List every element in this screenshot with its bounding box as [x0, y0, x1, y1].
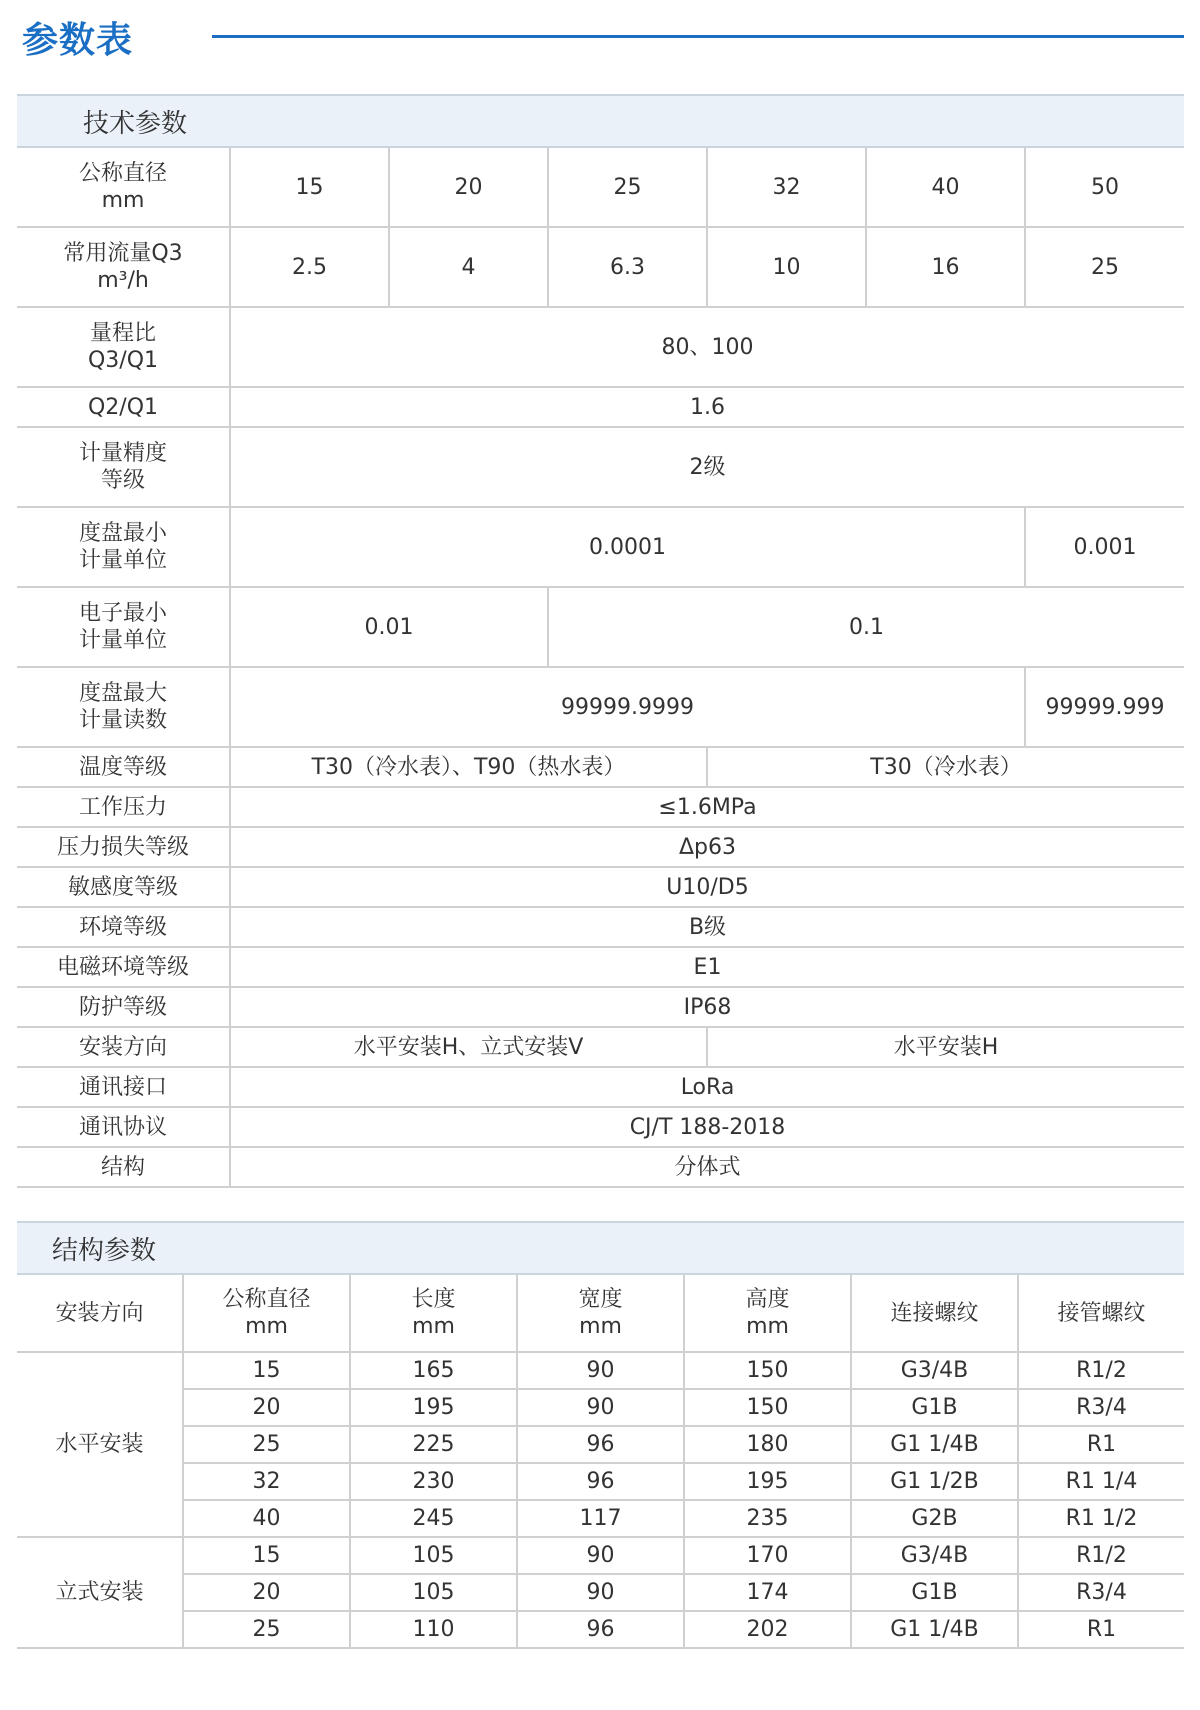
label-line: 计量单位: [78, 548, 167, 573]
row-label: [17, 507, 230, 587]
value-cell: 15: [230, 148, 389, 227]
label-line: 常用流量Q3: [63, 241, 183, 266]
value-cell: CJ/T 188-2018: [230, 1107, 1184, 1147]
row-emc: [17, 947, 1184, 987]
row-label: 环境等级: [17, 907, 230, 947]
value-cell: 0.001: [1025, 507, 1184, 587]
label-line: 度盘最大: [78, 681, 167, 706]
row-flow-q3: [17, 227, 1184, 307]
col-header-label: 安装方向: [55, 1300, 144, 1326]
table-row: [17, 1389, 1184, 1426]
table-cell: R3/4: [1018, 1389, 1184, 1426]
value-cell: Δp63: [230, 827, 1184, 867]
row-temperature-class: [17, 747, 1184, 787]
col-header-label: 宽度: [578, 1287, 623, 1312]
value-cell: 80、100: [230, 307, 1184, 387]
table-cell: 174: [684, 1574, 851, 1611]
col-header: [851, 1275, 1018, 1352]
value-cell: 水平安装H、立式安装V: [230, 1027, 707, 1067]
col-header-label: 长度: [411, 1287, 456, 1312]
value-cell: 1.6: [230, 387, 1184, 427]
row-label: 通讯协议: [17, 1107, 230, 1147]
col-header-label: 公称直径: [222, 1287, 311, 1312]
table-cell: 110: [350, 1611, 517, 1648]
row-label: 电磁环境等级: [17, 947, 230, 987]
col-header-unit: mm: [245, 1314, 288, 1339]
table-cell: 202: [684, 1611, 851, 1648]
label-line: 量程比: [89, 321, 156, 346]
table-cell: 32: [183, 1463, 350, 1500]
mounting-group-label: 水平安装: [17, 1352, 183, 1537]
row-label: Q2/Q1: [17, 387, 230, 427]
value-cell: IP68: [230, 987, 1184, 1027]
table-cell: 105: [350, 1537, 517, 1574]
row-interface: [17, 1067, 1184, 1107]
table-cell: R1 1/2: [1018, 1500, 1184, 1537]
value-cell: 4: [389, 227, 548, 307]
table-cell: 25: [183, 1426, 350, 1463]
table-cell: 96: [517, 1463, 684, 1500]
row-label: 通讯接口: [17, 1067, 230, 1107]
table-row: [17, 1426, 1184, 1463]
value-cell: U10/D5: [230, 867, 1184, 907]
label-line: 度盘最小: [78, 521, 167, 546]
table-cell: 105: [350, 1574, 517, 1611]
struct-header-row: [17, 1275, 1184, 1352]
table-cell: 225: [350, 1426, 517, 1463]
struct-table-body: [17, 1352, 1184, 1648]
value-cell: 16: [866, 227, 1025, 307]
value-cell: 40: [866, 148, 1025, 227]
table-cell: R3/4: [1018, 1574, 1184, 1611]
value-cell: 2级: [230, 427, 1184, 507]
table-cell: 15: [183, 1352, 350, 1389]
col-header: [17, 1275, 183, 1352]
row-sensitivity: [17, 867, 1184, 907]
table-cell: 90: [517, 1389, 684, 1426]
value-cell: 分体式: [230, 1147, 1184, 1187]
col-header-unit: mm: [412, 1314, 455, 1339]
col-header-label: 连接螺纹: [890, 1300, 979, 1326]
value-cell: 6.3: [548, 227, 707, 307]
col-header-unit: mm: [579, 1314, 622, 1339]
row-label: [17, 587, 230, 667]
table-cell: G1B: [851, 1389, 1018, 1426]
row-pressure-loss: [17, 827, 1184, 867]
table-cell: 165: [350, 1352, 517, 1389]
value-cell: 10: [707, 227, 866, 307]
label-line: 等级: [100, 468, 145, 493]
title-divider: [212, 35, 1184, 38]
col-header-unit: mm: [746, 1314, 789, 1339]
value-cell: 2.5: [230, 227, 389, 307]
tech-params-table: [17, 148, 1184, 1188]
row-label: [17, 227, 230, 307]
table-cell: 195: [684, 1463, 851, 1500]
value-cell: 0.1: [548, 587, 1184, 667]
row-environment: [17, 907, 1184, 947]
table-cell: R1: [1018, 1611, 1184, 1648]
row-protocol: [17, 1107, 1184, 1147]
table-cell: G3/4B: [851, 1352, 1018, 1389]
struct-params-heading: [17, 1221, 1184, 1275]
row-q2q1: [17, 387, 1184, 427]
value-cell: LoRa: [230, 1067, 1184, 1107]
label-unit: m³/h: [97, 268, 149, 293]
row-mounting: [17, 1027, 1184, 1067]
table-cell: R1 1/4: [1018, 1463, 1184, 1500]
table-row: [17, 1463, 1184, 1500]
row-label: [17, 667, 230, 747]
row-label: 温度等级: [17, 747, 230, 787]
table-cell: G1 1/4B: [851, 1611, 1018, 1648]
value-cell: 0.01: [230, 587, 548, 667]
table-cell: 170: [684, 1537, 851, 1574]
label-unit: Q3/Q1: [87, 348, 159, 373]
col-header: [1018, 1275, 1184, 1352]
table-cell: 25: [183, 1611, 350, 1648]
table-row: [17, 1500, 1184, 1537]
row-electronic-min-unit: [17, 587, 1184, 667]
table-cell: 40: [183, 1500, 350, 1537]
value-cell: 99999.9999: [230, 667, 1025, 747]
col-header: [684, 1275, 851, 1352]
col-header-label: 高度: [745, 1287, 790, 1312]
table-cell: 150: [684, 1389, 851, 1426]
table-cell: R1: [1018, 1426, 1184, 1463]
row-structure: [17, 1147, 1184, 1187]
tech-params-heading: [17, 94, 1184, 148]
value-cell: 20: [389, 148, 548, 227]
value-cell: 50: [1025, 148, 1184, 227]
table-cell: 150: [684, 1352, 851, 1389]
table-row: [17, 1537, 1184, 1574]
col-header-label: 接管螺纹: [1057, 1300, 1146, 1326]
page-title: 参数表: [22, 20, 134, 61]
table-cell: 180: [684, 1426, 851, 1463]
row-label: 工作压力: [17, 787, 230, 827]
label-unit: mm: [101, 188, 145, 213]
tech-params-heading-text: 技术参数: [83, 108, 188, 139]
row-label: 安装方向: [17, 1027, 230, 1067]
col-header: [183, 1275, 350, 1352]
table-cell: G1 1/4B: [851, 1426, 1018, 1463]
table-cell: 96: [517, 1611, 684, 1648]
table-cell: G1B: [851, 1574, 1018, 1611]
value-cell: 水平安装H: [707, 1027, 1184, 1067]
table-cell: 117: [517, 1500, 684, 1537]
value-cell: 99999.999: [1025, 667, 1184, 747]
table-row: [17, 1611, 1184, 1648]
struct-params-table: [17, 1275, 1184, 1649]
table-row: [17, 1574, 1184, 1611]
row-label: 结构: [17, 1147, 230, 1187]
table-cell: G1 1/2B: [851, 1463, 1018, 1500]
label-line: 计量读数: [78, 708, 167, 733]
row-dial-min-unit: [17, 507, 1184, 587]
mounting-group-label: 立式安装: [17, 1537, 183, 1648]
row-label: [17, 307, 230, 387]
label-line: 电子最小: [78, 601, 167, 626]
row-label: [17, 427, 230, 507]
value-cell: 0.0001: [230, 507, 1025, 587]
row-protection: [17, 987, 1184, 1027]
table-cell: 195: [350, 1389, 517, 1426]
row-label: 防护等级: [17, 987, 230, 1027]
row-dial-max-reading: [17, 667, 1184, 747]
struct-params-heading-text: 结构参数: [52, 1235, 157, 1266]
value-cell: B级: [230, 907, 1184, 947]
table-cell: G3/4B: [851, 1537, 1018, 1574]
table-cell: G2B: [851, 1500, 1018, 1537]
row-nominal-diameter: [17, 148, 1184, 227]
table-cell: 20: [183, 1574, 350, 1611]
value-cell: 25: [1025, 227, 1184, 307]
col-header: [350, 1275, 517, 1352]
table-cell: 245: [350, 1500, 517, 1537]
row-accuracy: [17, 427, 1184, 507]
value-cell: T30（冷水表）、T90（热水表）: [230, 747, 707, 787]
table-cell: 96: [517, 1426, 684, 1463]
row-label: 敏感度等级: [17, 867, 230, 907]
value-cell: E1: [230, 947, 1184, 987]
table-cell: 230: [350, 1463, 517, 1500]
row-range-ratio: [17, 307, 1184, 387]
label-line: 公称直径: [78, 161, 167, 186]
table-cell: 235: [684, 1500, 851, 1537]
table-cell: 90: [517, 1574, 684, 1611]
table-cell: R1/2: [1018, 1352, 1184, 1389]
table-row: [17, 1352, 1184, 1389]
row-label: 压力损失等级: [17, 827, 230, 867]
value-cell: ≤1.6MPa: [230, 787, 1184, 827]
row-label: [17, 148, 230, 227]
value-cell: T30（冷水表）: [707, 747, 1184, 787]
label-line: 计量精度: [78, 441, 167, 466]
table-cell: 15: [183, 1537, 350, 1574]
value-cell: 32: [707, 148, 866, 227]
label-line: 计量单位: [78, 628, 167, 653]
table-cell: 20: [183, 1389, 350, 1426]
table-cell: 90: [517, 1352, 684, 1389]
value-cell: 25: [548, 148, 707, 227]
col-header: [517, 1275, 684, 1352]
table-cell: R1/2: [1018, 1537, 1184, 1574]
table-cell: 90: [517, 1537, 684, 1574]
row-working-pressure: [17, 787, 1184, 827]
